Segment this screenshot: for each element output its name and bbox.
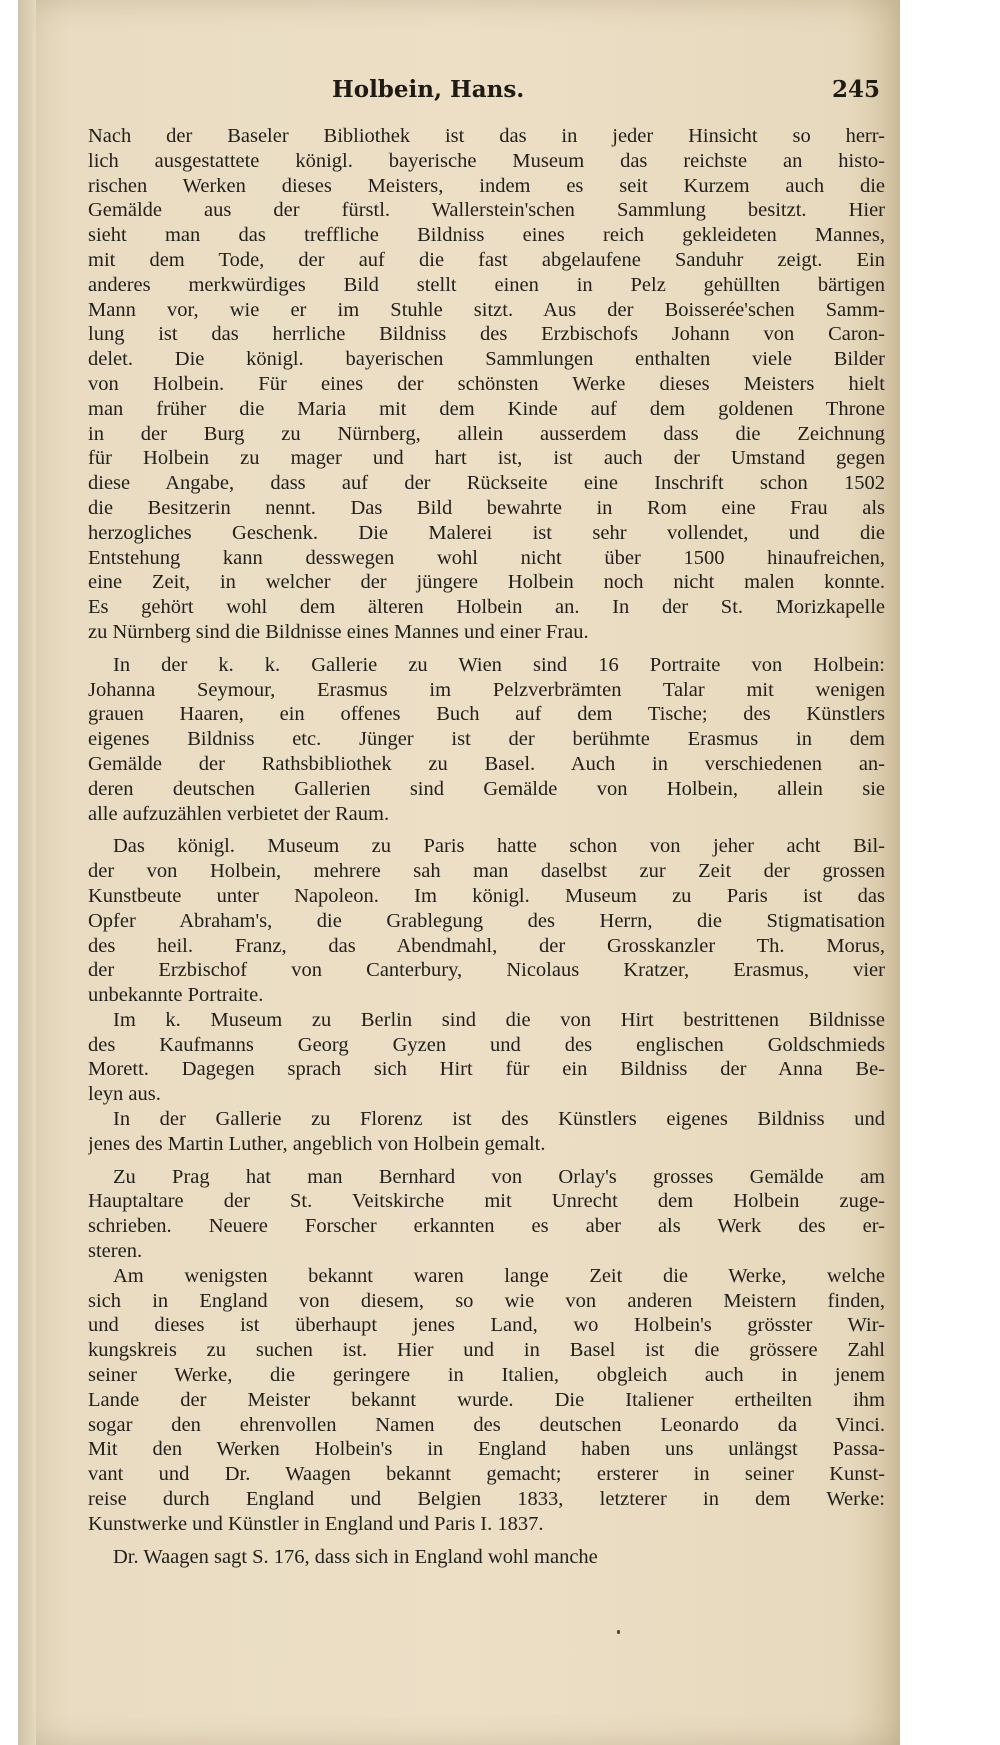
text-line: Johanna Seymour, Erasmus im Pelzverbrämten Talar mit wenigen bbox=[88, 678, 885, 701]
text-line: rischen Werken dieses Meisters, indem es seit Kurzem auch die bbox=[88, 174, 885, 197]
text-line: lung ist das herrliche Bildniss des Erzbischofs Johann von Caron- bbox=[88, 323, 885, 346]
text-line: Mit den Werken Holbein's in England haben uns unlängst Passa- bbox=[88, 1438, 885, 1461]
text-line: von Holbein. Für eines der schönsten Werke dieses Meisters hielt bbox=[88, 372, 885, 395]
paragraph bbox=[88, 1165, 885, 1264]
text-line: grauen Haaren, ein offenes Buch auf dem Tische; des Künstlers bbox=[88, 703, 885, 726]
paragraph bbox=[88, 1107, 885, 1157]
paragraph bbox=[88, 1545, 885, 1570]
text-line: man früher die Maria mit dem Kinde auf dem goldenen Throne bbox=[88, 397, 885, 420]
text-line: zu Nürnberg sind die Bildnisse eines Mannes und einer Frau. bbox=[88, 620, 589, 643]
text-line: Im k. Museum zu Berlin sind die von Hirt bestrittenen Bildnisse bbox=[113, 1008, 885, 1031]
text-line: anderes merkwürdiges Bild stellt einen in Pelz gehüllten bärtigen bbox=[88, 273, 885, 296]
text-line: unbekannte Portraite. bbox=[88, 984, 264, 1007]
text-line: Zu Prag hat man Bernhard von Orlay's grosses Gemälde am bbox=[113, 1165, 885, 1188]
text-line: und dieses ist überhaupt jenes Land, wo Holbein's grösster Wir- bbox=[88, 1314, 885, 1337]
text-line: Das königl. Museum zu Paris hatte schon von jeher acht Bil- bbox=[113, 835, 885, 858]
text-line: Nach der Baseler Bibliothek ist das in jeder Hinsicht so herr- bbox=[88, 125, 885, 147]
page-number: 245 bbox=[831, 76, 880, 103]
text-line: in der Burg zu Nürnberg, allein ausserdem dass die Zeichnung bbox=[88, 422, 885, 445]
text-line: Morett. Dagegen sprach sich Hirt für ein Bildniss der Anna Be- bbox=[88, 1058, 885, 1081]
text-line: steren. bbox=[88, 1240, 143, 1263]
text-line: des Kaufmanns Georg Gyzen und des englischen Goldschmieds bbox=[88, 1033, 885, 1056]
paragraph bbox=[88, 834, 885, 1008]
text-line: deren deutschen Gallerien sind Gemälde von Holbein, allein sie bbox=[88, 777, 885, 800]
text-line: Gemälde aus der fürstl. Wallerstein'schen Sammlung besitzt. Hier bbox=[88, 199, 885, 222]
paragraph bbox=[88, 124, 885, 645]
text-line: Entstehung kann desswegen wohl nicht über 1500 hinaufreichen, bbox=[88, 546, 885, 569]
text-line: sich in England von diesem, so wie von anderen Meistern finden, bbox=[88, 1289, 885, 1312]
text-line: Opfer Abraham's, die Grablegung des Herrn, die Stigmatisation bbox=[88, 909, 885, 932]
text-line: Mann vor, wie er im Stuhle sitzt. Aus der Boisserée'schen Samm- bbox=[88, 298, 885, 321]
body-text bbox=[88, 124, 885, 1569]
paragraph bbox=[88, 1008, 885, 1107]
text-line: Hauptaltare der St. Veitskirche mit Unrecht dem Holbein zuge- bbox=[88, 1190, 885, 1213]
text-line: vant und Dr. Waagen bekannt gemacht; ersterer in seiner Kunst- bbox=[88, 1463, 885, 1486]
text-line: delet. Die königl. bayerischen Sammlungen enthalten viele Bilder bbox=[88, 348, 885, 371]
text-line: Es gehört wohl dem älteren Holbein an. In der St. Morizkapelle bbox=[88, 596, 885, 619]
text-line: In der k. k. Gallerie zu Wien sind 16 Portraite von Holbein: bbox=[113, 653, 885, 676]
text-line: sieht man das treffliche Bildniss eines reich gekleideten Mannes, bbox=[88, 224, 885, 247]
text-line: der Erzbischof von Canterbury, Nicolaus Kratzer, Erasmus, vier bbox=[88, 959, 885, 982]
text-line: die Besitzerin nennt. Das Bild bewahrte in Rom eine Frau als bbox=[88, 496, 885, 519]
text-line: leyn aus. bbox=[88, 1083, 161, 1106]
text-line: Dr. Waagen sagt S. 176, dass sich in England wohl manche bbox=[113, 1545, 598, 1568]
text-line: eigenes Bildniss etc. Jünger ist der berühmte Erasmus in dem bbox=[88, 728, 885, 751]
text-line: alle aufzuzählen verbietet der Raum. bbox=[88, 802, 390, 825]
text-line: kungskreis zu suchen ist. Hier und in Basel ist die grössere Zahl bbox=[88, 1339, 885, 1362]
text-line: für Holbein zu mager und hart ist, ist auch der Umstand gegen bbox=[88, 447, 885, 470]
text-line: sogar den ehrenvollen Namen des deutschen Leonardo da Vinci. bbox=[88, 1413, 885, 1436]
text-line: jenes des Martin Luther, angeblich von Holbein gemalt. bbox=[88, 1132, 546, 1155]
text-line: Kunstbeute unter Napoleon. Im königl. Museum zu Paris ist das bbox=[88, 884, 885, 907]
page-edge bbox=[18, 0, 36, 1745]
text-line: reise durch England und Belgien 1833, letzterer in dem Werke: bbox=[88, 1488, 885, 1511]
text-line: seiner Werke, die geringere in Italien, obgleich auch in jenem bbox=[88, 1364, 885, 1387]
text-line: der von Holbein, mehrere sah man daselbst zur Zeit der grossen bbox=[88, 860, 885, 883]
text-line: lich ausgestattete königl. bayerische Museum das reichste an histo- bbox=[88, 149, 885, 172]
text-line: mit dem Tode, der auf die fast abgelaufene Sanduhr zeigt. Ein bbox=[88, 248, 885, 271]
text-line: Am wenigsten bekannt waren lange Zeit die Werke, welche bbox=[113, 1264, 885, 1287]
text-line: In der Gallerie zu Florenz ist des Künstlers eigenes Bildniss und bbox=[113, 1108, 885, 1131]
running-header bbox=[80, 76, 880, 116]
paragraph bbox=[88, 653, 885, 827]
text-line: des heil. Franz, das Abendmahl, der Grosskanzler Th. Morus, bbox=[88, 934, 885, 957]
text-line: Kunstwerke und Künstler in England und Paris I. 1837. bbox=[88, 1512, 544, 1535]
text-line: eine Zeit, in welcher der jüngere Holbein noch nicht malen konnte. bbox=[88, 571, 885, 594]
text-line: schrieben. Neuere Forscher erkannten es aber als Werk des er- bbox=[88, 1215, 885, 1238]
paragraph bbox=[88, 1264, 885, 1537]
text-line: diese Angabe, dass auf der Rückseite eine Inschrift schon 1502 bbox=[88, 472, 885, 495]
text-line: Lande der Meister bekannt wurde. Die Italiener ertheilten ihm bbox=[88, 1388, 885, 1411]
text-line: herzogliches Geschenk. Die Malerei ist sehr vollendet, und die bbox=[88, 521, 885, 544]
running-title: Holbein, Hans. bbox=[332, 76, 525, 103]
ink-speck bbox=[617, 1630, 620, 1634]
text-line: Gemälde der Rathsbibliothek zu Basel. Auch in verschiedenen an- bbox=[88, 752, 885, 775]
